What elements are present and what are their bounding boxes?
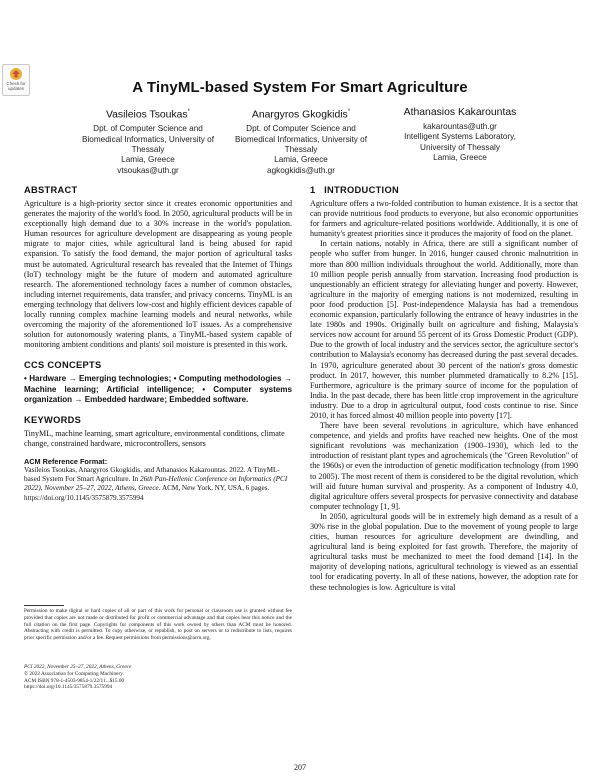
isbn-line: ACM ISBN 978-1-4503-9854-1/22/11...$15.00 [24, 677, 125, 684]
badge-label: Check for updates [6, 81, 26, 91]
author-affiliation: Dpt. of Computer Science and [93, 124, 203, 134]
author-affiliation: Intelligent Systems Laboratory, [404, 132, 516, 142]
ccs-heading: CCS CONCEPTS [24, 360, 102, 371]
conference-info [24, 664, 292, 691]
author-2 [211, 106, 391, 176]
author-affiliation: Biomedical Informatics, University of [82, 134, 214, 144]
footnote-divider [24, 605, 64, 606]
acm-reference-authors: Vasileios Tsoukas, Anargyros Gkogkidis, and Athanasios Kakarountas. 2022. A TinyML-based System For Smart Agriculture. In [24, 465, 280, 484]
acm-reference-venue: 26th Pan-Hellenic Conference on Informatics (PCI 2022), November 25–27, 2022, Athens, Greece. [24, 475, 288, 493]
abstract-text: Agriculture is a high-priority sector since it creates economic opportunities and generates the majority of the world's food. In 2050, agricultural products will be in exceptionally high demand due to a 30% increase in the world's population. Human resources for agriculture development are disappearing as young people migrate to major cities, while agricultural land is being abused for rapid expansion. To satisfy the food demand, the major portion of agricultural tasks must be automated. Agricultural research has revealed that the Internet of Things (IoT) technology might be the future of modern and automated agriculture research. The aforementioned technology faces a number of common obstacles, including internet requirements, data transfer, and privacy concerns. TinyML is an emerging technology that delivers low-cost and highly efficient devices capable of locally running complex machine learning models and neural networks, while overcoming the majority of the aforementioned IoT issues. As a comprehensive solution for autonomously watering plants, a TinyML-based system capable of monitoring ambient conditions and plants' soil moisture is presented in this work. [24, 199, 292, 350]
paper-title: A TinyML-based System For Smart Agriculture [132, 79, 468, 96]
ccs-concepts: • Hardware → Emerging technologies; • Computing methodologies → Machine learning; Artificial intelligence; • Computer systems organization → Embedded hardware; Embedded software. [24, 374, 292, 404]
author-location: Lamia, Greece [274, 155, 328, 165]
right-column [310, 185, 578, 593]
abstract-heading: ABSTRACT [24, 185, 78, 195]
page-number: 207 [294, 763, 306, 772]
author-affiliation: Thessaly [284, 145, 318, 155]
acm-reference-doi[interactable]: ACM, New York, NY, USA, 6 pages. https://doi.org/10.1145/3575879.3575994 [24, 484, 270, 502]
author-affiliation: Thessaly [131, 145, 165, 155]
introduction-heading: 1 INTRODUCTION [310, 185, 399, 195]
author-affiliation: Biomedical Informatics, University of [235, 134, 367, 144]
author-3 [370, 106, 550, 163]
author-email[interactable]: agkogkidis@uth.gr [267, 165, 335, 175]
copyright-line: © 2022 Association for Computing Machinery. [24, 670, 124, 677]
author-affiliation: Dpt. of Computer Science and [246, 124, 356, 134]
author-email[interactable]: kakarountas@uth.gr [423, 122, 497, 131]
intro-paragraph: There have been several revolutions in agriculture, which have enhanced competence, and yields and profits have reached new heights. One of the most significant revolutions was mechanization (1900–1930), which led to the introduction of resistant plant types and agrochemicals (the "Green Revolution" of the 1960s) or even the introduction of genetic modification technology (from 1990 to 2005). The most recent of them is considered to be the digital revolution, which will aid future human survival and prosperity. As a component of Industry 4.0, digital agriculture offers several prospects for pervasive connectivity and database computer technology [1, 9]. [310, 421, 578, 511]
intro-paragraph: Agriculture offers a two-folded contribution to human existence. It is a sector that can provide nutritious food products to everyone, but also economic opportunities for farmers and agriculture-related positions worldwide. Additionally, it is one of humanity's greatest priorities since it produces the majority of food on the planet. [310, 199, 578, 239]
intro-paragraph: In 2050, agricultural goods will be in extremely high demand as a result of a 30% rise in the global population. Due to the movement of young people to large cities, human resources for agriculture development are dwindling, and agricultural land is being exploited for fast growth. Therefore, the majority of agricultural tasks must be mechanized to meet the food demand [14]. In the majority of developing nations, agricultural technology is viewed as an essential tool for eradicating poverty. In all of these nations, however, the adoption rate for these technologies is low. Agriculture is vital [310, 511, 578, 592]
keywords-heading: KEYWORDS [24, 414, 82, 425]
author-name: Anargyros Gkogkidis [251, 109, 348, 121]
keywords-text: TinyML, machine learning, smart agriculture, environmental conditions, climate change, constrained hardware, microcontrollers, sensors [24, 428, 285, 448]
acm-reference [24, 466, 292, 503]
conference-venue: PCI 2022, November 25–27, 2022, Athens, Greece [24, 664, 132, 670]
doi-link[interactable]: https://doi.org/10.1145/3575879.3575994 [24, 684, 113, 691]
author-name: Vasileios Tsoukas [106, 109, 188, 121]
equal-contribution-mark: * [347, 109, 351, 115]
permission-notice: Permission to make digital or hard copies of all or part of this work for personal or classroom use is granted without fee provided that copies are not made or distributed for profit or commercial advantage and that copies bear this notice and the full citation on the first page. Copyrights for components of this work owned by others than ACM must be honored. Abstracting with credit is permitted. To copy otherwise, or republish, to post on servers or to redistribute to lists, requires prior specific permission and/or a fee. Request permissions from permissions@acm.org. [24, 608, 292, 642]
intro-paragraph: In certain nations, notably in Africa, there are still a significant number of people who suffer from hunger. In 2016, hunger caused chronic malnutrition in more than 800 million individuals throughout the world. Additionally, more than 10 million people perish annually from starvation. Increasing food production is unquestionably an efficient strategy for alleviating hunger and poverty. However, agriculture in the majority of emerging nations is not modernized, resulting in poor food production [5]. Post-independence Malaysia has had a tremendous economic expansion, particularly following the entrance of heavy industries in the late 1980s and 1990s. Originally built on agriculture and fishing, Malaysia's services now account for around 55 percent of its Gross Domestic Product (GDP). Due to the growth of local industry and the services sector, the agriculture sector's contribution to Malaysia's economy has decreased during the past several decades. In 1970, agriculture generated about 30 percent of the nation's gross domestic product. In 2017, however, this number plummeted dramatically to 8.2% [15]. Furthermore, agriculture is the primary source of income for the population of India. In the past decade, there has been little crop improvement in the agriculture industry. Due to a drop in agricultural output, food costs continue to rise. Since 2010, it has forced almost 40 million people into poverty [17]. [310, 239, 578, 420]
author-name: Athanasios Kakarountas [403, 107, 517, 118]
left-column [24, 185, 292, 503]
author-affiliation: University of Thessaly [420, 142, 500, 152]
author-email[interactable]: vtsoukas@uth.gr [117, 165, 179, 175]
author-location: Lamia, Greece [121, 155, 175, 165]
acm-reference-heading: ACM Reference Format: [24, 456, 108, 466]
author-location: Lamia, Greece [433, 152, 487, 162]
equal-contribution-mark: * [187, 109, 190, 115]
